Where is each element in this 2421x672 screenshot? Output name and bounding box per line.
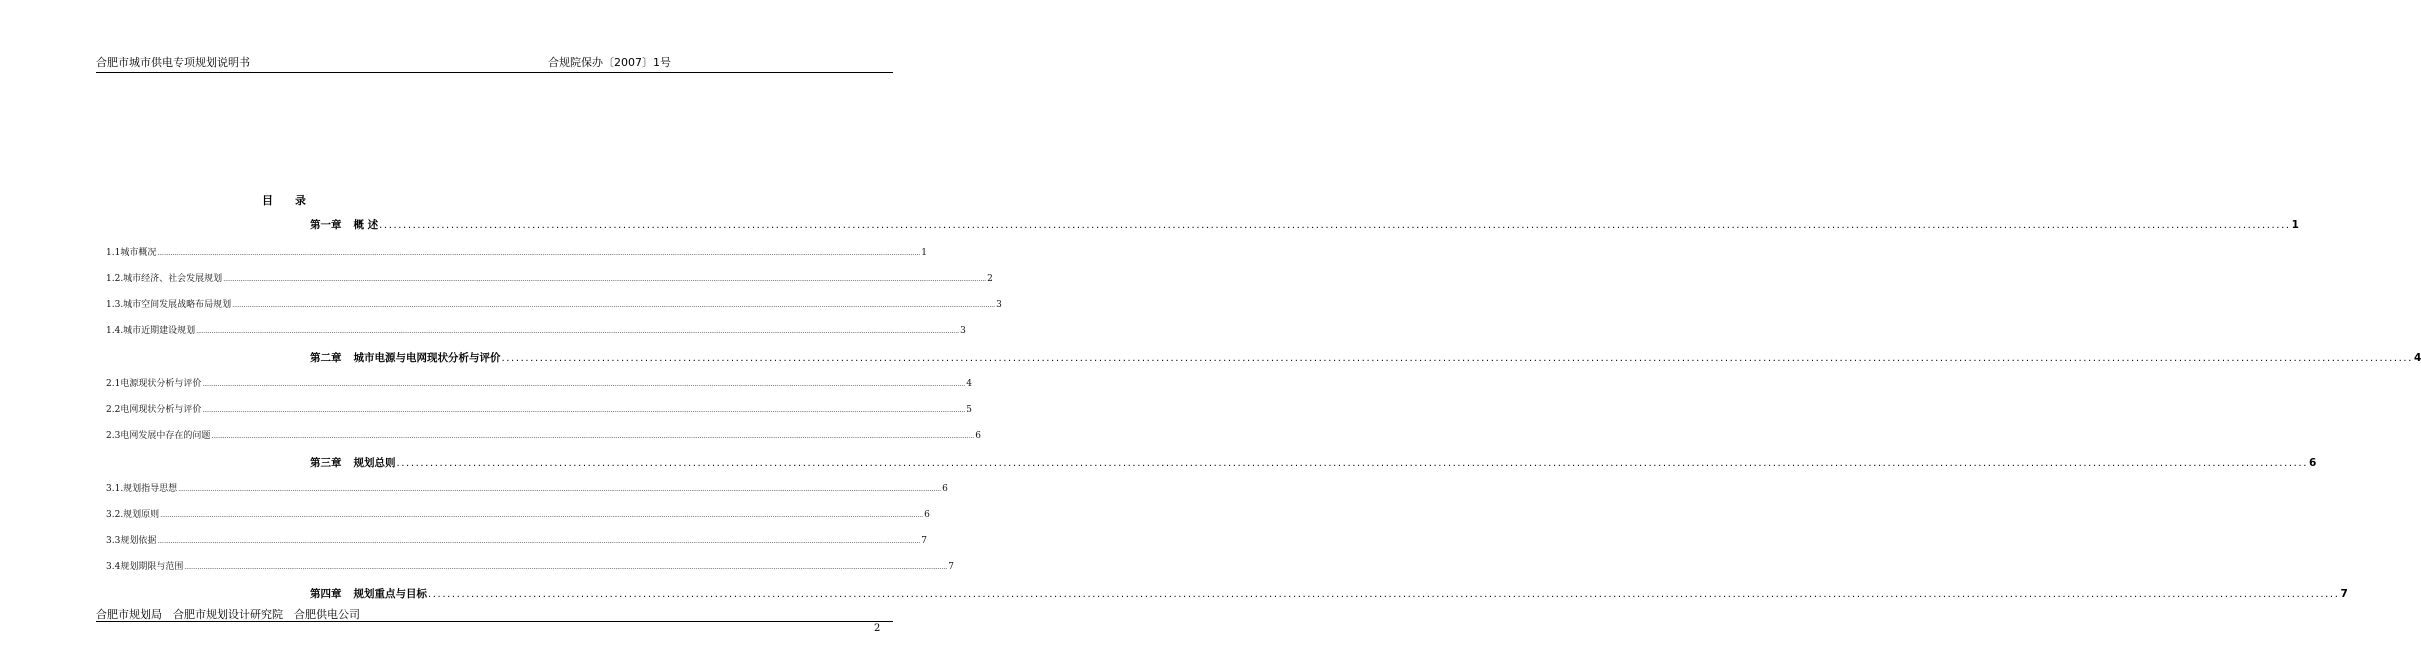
page-header <box>96 56 893 73</box>
dot-leader: ................................................................................................................................................................................................................................................................................................................................................................................................................ <box>202 381 966 388</box>
dot-leader: ................................................................................................................................................................................................................................................................................................................................................................................................................ <box>211 433 975 440</box>
section-title: 1.1城市概况 <box>106 248 157 258</box>
page-number: 7 <box>2340 588 2348 600</box>
header-document-title: 合肥市城市供电专项规划说明书 <box>96 56 250 69</box>
page-number: 6 <box>975 431 981 441</box>
toc-section-2-2[interactable] <box>106 402 972 415</box>
page-number: 7 <box>948 562 954 572</box>
toc-section-3-2[interactable] <box>106 507 930 520</box>
section-title: 2.2电网现状分析与评价 <box>106 405 202 415</box>
dot-leader: ................................................................................................................................................................................................................................................................................................................................................................................................................ <box>428 589 2340 600</box>
section-title: 3.3规划依据 <box>106 536 157 546</box>
toc-section-2-1[interactable] <box>106 376 972 389</box>
page-number: 2 <box>987 274 993 284</box>
toc-section-1-3[interactable] <box>106 297 1002 310</box>
dot-leader: ................................................................................................................................................................................................................................................................................................................................................................................................................ <box>157 538 921 545</box>
dot-leader: ................................................................................................................................................................................................................................................................................................................................................................................................................ <box>202 407 966 414</box>
toc-section-1-4[interactable] <box>106 323 966 336</box>
page-number: 6 <box>942 484 948 494</box>
dot-leader: ................................................................................................................................................................................................................................................................................................................................................................................................................ <box>157 250 921 257</box>
section-title: 3.4规划期限与范围 <box>106 562 184 572</box>
dot-leader: ................................................................................................................................................................................................................................................................................................................................................................................................................ <box>178 486 942 493</box>
page-number: 1 <box>921 248 927 258</box>
chapter-number: 第三章 <box>310 457 342 469</box>
chapter-title: 规划重点与目标 <box>353 588 427 600</box>
dot-leader: ................................................................................................................................................................................................................................................................................................................................................................................................................ <box>196 328 960 335</box>
chapter-number: 第四章 <box>310 588 342 600</box>
chapter-title: 城市电源与电网现状分析与评价 <box>353 352 501 364</box>
chapter-title: 概 述 <box>353 219 379 231</box>
toc-chapter-2[interactable] <box>310 350 2421 365</box>
footer-page-number: 2 <box>874 623 881 634</box>
toc-section-1-2[interactable] <box>106 271 993 284</box>
section-title: 2.3电网发展中存在的问题 <box>106 431 211 441</box>
toc-title-char-2: 录 <box>295 194 306 207</box>
dot-leader: ................................................................................................................................................................................................................................................................................................................................................................................................................ <box>184 564 948 571</box>
chapter-title: 规划总则 <box>353 457 396 469</box>
dot-leader: ................................................................................................................................................................................................................................................................................................................................................................................................................ <box>223 276 987 283</box>
toc-section-3-4[interactable] <box>106 559 954 572</box>
page-number: 4 <box>2413 352 2421 364</box>
toc-title <box>262 192 306 208</box>
page-number: 3 <box>996 300 1002 310</box>
page-number: 3 <box>960 326 966 336</box>
page-number: 6 <box>924 510 930 520</box>
section-title: 2.1电源现状分析与评价 <box>106 379 202 389</box>
dot-leader: ................................................................................................................................................................................................................................................................................................................................................................................................................ <box>379 220 2291 231</box>
section-title: 1.3.城市空间发展战略布局规划 <box>106 300 232 310</box>
header-document-number: 合规院保办〔2007〕1号 <box>548 56 671 69</box>
footer-rule <box>96 621 893 622</box>
page-number: 7 <box>921 536 927 546</box>
chapter-number: 第二章 <box>310 352 342 364</box>
toc-chapter-1[interactable] <box>310 217 2299 232</box>
dot-leader: ................................................................................................................................................................................................................................................................................................................................................................................................................ <box>396 458 2308 469</box>
section-title: 3.1.规划指导思想 <box>106 484 178 494</box>
section-title: 3.2.规划原则 <box>106 510 160 520</box>
toc-title-char-1: 目 <box>262 194 273 207</box>
page-number: 5 <box>966 405 972 415</box>
dot-leader: ................................................................................................................................................................................................................................................................................................................................................................................................................ <box>501 353 2413 364</box>
toc-section-1-1[interactable] <box>106 245 927 258</box>
section-title: 1.4.城市近期建设规划 <box>106 326 196 336</box>
toc-chapter-3[interactable] <box>310 455 2317 470</box>
toc-chapter-4[interactable] <box>310 586 2348 601</box>
section-title: 1.2.城市经济、社会发展规划 <box>106 274 223 284</box>
footer-organizations: 合肥市规划局 合肥市规划设计研究院 合肥供电公司 <box>96 608 360 621</box>
dot-leader: ................................................................................................................................................................................................................................................................................................................................................................................................................ <box>160 512 924 519</box>
page-number: 1 <box>2291 219 2299 231</box>
dot-leader: ................................................................................................................................................................................................................................................................................................................................................................................................................ <box>232 302 996 309</box>
page-number: 4 <box>966 379 972 389</box>
chapter-number: 第一章 <box>310 219 342 231</box>
toc-section-2-3[interactable] <box>106 428 981 441</box>
toc-section-3-1[interactable] <box>106 481 948 494</box>
page-number: 6 <box>2308 457 2317 469</box>
toc-section-3-3[interactable] <box>106 533 927 546</box>
